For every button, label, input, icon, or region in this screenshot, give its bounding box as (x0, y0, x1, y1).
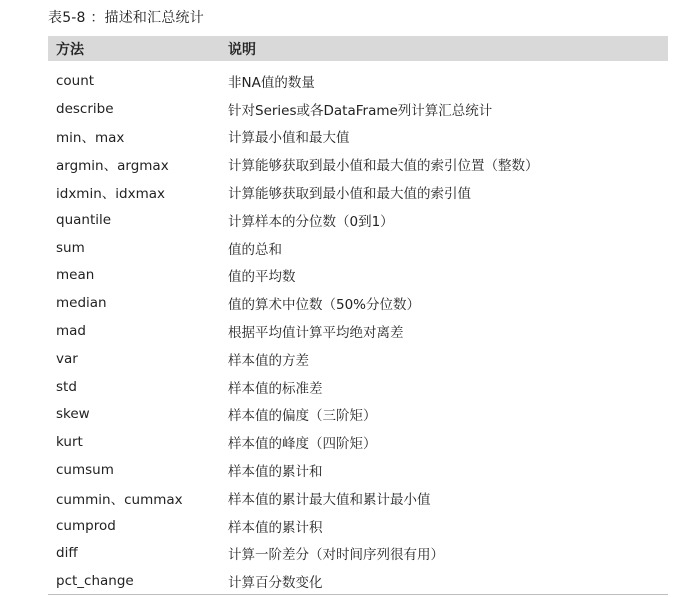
description-cell: 值的总和 (228, 241, 282, 258)
table-row (48, 428, 668, 456)
method-cell: cummin、cummax (56, 491, 183, 508)
table-row (48, 401, 668, 429)
method-cell: mad (56, 323, 86, 340)
table-caption: 表5-8 ：描述和汇总统计 (48, 10, 204, 26)
description-cell: 计算百分数变化 (228, 575, 323, 592)
table-row (48, 289, 668, 317)
method-cell: count (56, 72, 95, 89)
method-cell: mean (56, 267, 95, 284)
table-row (48, 484, 668, 512)
table-body (48, 61, 668, 595)
method-cell: min、max (56, 130, 125, 147)
table-row (48, 373, 668, 401)
table-row (48, 567, 668, 595)
table-row (48, 123, 668, 151)
table-row (48, 95, 668, 123)
method-cell: idxmin、idxmax (56, 186, 165, 203)
method-cell: argmin、argmax (56, 158, 169, 175)
method-cell: median (56, 295, 107, 312)
description-cell: 根据平均值计算平均绝对离差 (228, 325, 404, 342)
method-cell: cumprod (56, 517, 116, 534)
description-cell: 计算样本的分位数（0到1） (228, 213, 394, 230)
description-cell: 计算能够获取到最小值和最大值的索引位置（整数） (228, 158, 539, 175)
method-cell: var (56, 350, 78, 367)
description-cell: 计算最小值和最大值 (228, 130, 350, 147)
method-cell: quantile (56, 211, 112, 228)
method-cell: sum (56, 239, 85, 256)
description-cell: 样本值的偏度（三阶矩） (228, 408, 377, 425)
description-cell: 样本值的标准差 (228, 380, 323, 397)
description-cell: 值的算术中位数（50%分位数） (228, 297, 421, 314)
method-cell: std (56, 378, 77, 395)
method-cell: pct_change (56, 573, 134, 590)
header-description: 说明 (228, 41, 256, 58)
table-row (48, 345, 668, 373)
table-row (48, 540, 668, 568)
description-cell: 样本值的方差 (228, 352, 309, 369)
description-cell: 计算能够获取到最小值和最大值的索引值 (228, 186, 471, 203)
table-row (48, 206, 668, 234)
stats-methods-table (48, 36, 668, 595)
description-cell: 样本值的峰度（四阶矩） (228, 436, 377, 453)
method-cell: cumsum (56, 462, 114, 479)
method-cell: describe (56, 100, 114, 117)
description-cell: 样本值的累计和 (228, 464, 323, 481)
table-row (48, 456, 668, 484)
table-row (48, 67, 668, 95)
table-header-row (48, 36, 668, 61)
table-bottom-rule (48, 594, 668, 595)
table-row (48, 234, 668, 262)
header-method: 方法 (56, 41, 84, 58)
table-row (48, 150, 668, 178)
description-cell: 针对Series或各DataFrame列计算汇总统计 (228, 102, 493, 119)
table-row (48, 512, 668, 540)
description-cell: 计算一阶差分（对时间序列很有用） (228, 547, 444, 564)
table-row (48, 178, 668, 206)
description-cell: 样本值的累计积 (228, 519, 323, 536)
description-cell: 非NA值的数量 (228, 74, 315, 91)
method-cell: skew (56, 406, 90, 423)
description-cell: 值的平均数 (228, 269, 296, 286)
method-cell: kurt (56, 434, 83, 451)
table-row (48, 262, 668, 290)
method-cell: diff (56, 545, 78, 562)
description-cell: 样本值的累计最大值和累计最小值 (228, 491, 431, 508)
table-row (48, 317, 668, 345)
